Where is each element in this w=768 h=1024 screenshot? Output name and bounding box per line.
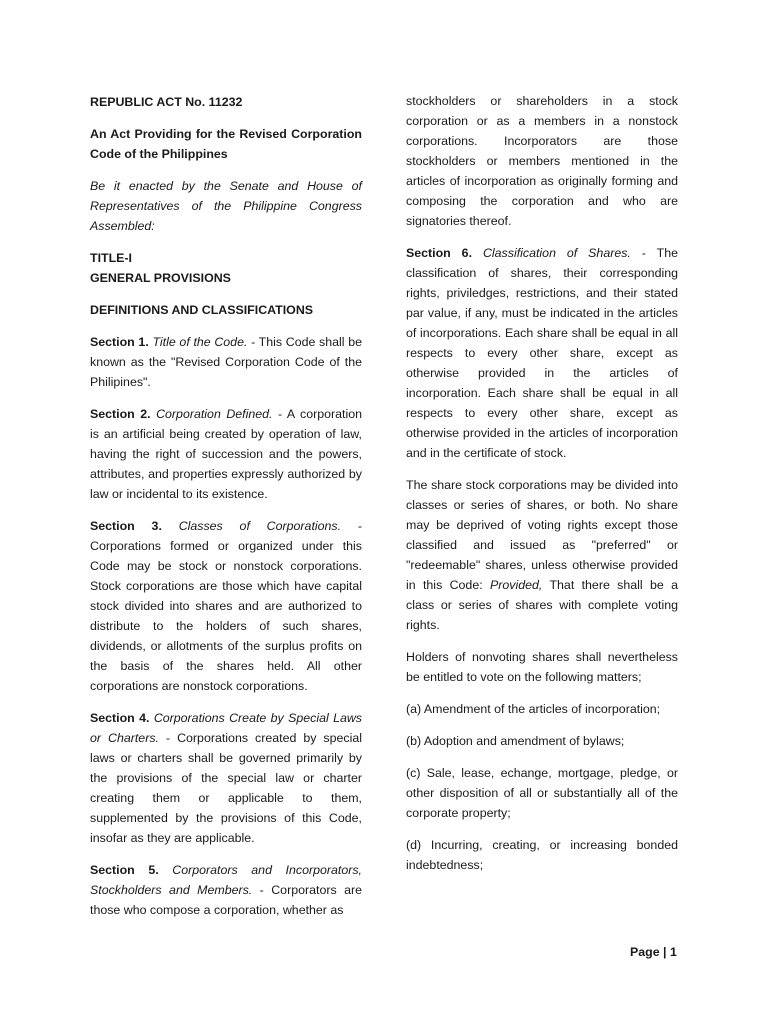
chapter-heading: DEFINITIONS AND CLASSIFICATIONS (90, 303, 314, 317)
list-item-a: (a) Amendment of the articles of incorporation; (406, 702, 661, 716)
act-number: REPUBLIC ACT No. 11232 (90, 95, 243, 109)
section-6-name: Classification of Shares. (482, 246, 631, 260)
list-item-b: (b) Adoption and amendment of bylaws; (406, 734, 625, 748)
section-6-body: The classification of shares, their corresponding rights, priviledges, restrictions, and their stated par value, if any, must be indicated in the articles of incorporations. Each share shall be equal in all respects to every other share, except as otherwise provided in the articles of incorporation. Each share shall be equal in all respects to every other share, except as otherwise provided in the articles of incorporation and in the certificate of stock. (406, 246, 679, 460)
title-name: GENERAL PROVISIONS (90, 271, 231, 285)
section-1-dash: - (247, 335, 259, 349)
enacting-clause: Be it enacted by the Senate and House of Representatives of the Philippine Congress Assembled: (90, 179, 362, 233)
section-3-head: Section 3. (90, 519, 162, 533)
provided-proviso: Provided, (490, 578, 543, 592)
section-5-head: Section 5. (90, 863, 159, 877)
section-4-body: Corporations created by special laws or charters shall be governed primarily by the provisions of the special law or charter creating them or applicable to them, supplemented by the provisions of this Code, insofar as they are applicable. (90, 731, 362, 845)
section-2-body: A corporation is an artificial being created by operation of law, having the right of succession and the powers, attributes, and properties expressly authorized by law or incidental to its existence. (90, 407, 362, 501)
share-classes-text-a: The share stock corporations may be divided into classes or series of shares, or both. No share may be deprived of voting rights except those classified and issued as "preferred" or "redeemable" shares, unless otherwise provided in this Code: (406, 478, 678, 592)
page-number: Page | 1 (630, 945, 677, 959)
section-4-head: Section 4. (90, 711, 150, 725)
share-classes-paragraph (406, 475, 678, 635)
share-classes-text-b: That there shall be a class or series of shares with complete voting rights. (406, 578, 678, 632)
section-1-name: Title of the Code. (152, 335, 248, 349)
section-5-body: Corporators are those who compose a corporation, whether as (90, 883, 362, 917)
section-1-body: This Code shall be known as the "Revised Corporation Code of the Philipines". (90, 335, 362, 389)
left-column (90, 92, 362, 932)
nonvoting-holders-paragraph: Holders of nonvoting shares shall nevertheless be entitled to vote on the following matters; (406, 650, 678, 684)
section-3-name: Classes of Corporations. (178, 519, 342, 533)
title-label: TITLE-I (90, 251, 132, 265)
act-title: An Act Providing for the Revised Corporation Code of the Philippines (90, 127, 362, 161)
section-6-head: Section 6. (406, 246, 473, 260)
section-5-name: Corporators and Incorporators, Stockholders and Members. (90, 863, 362, 897)
section-3-dash: - (341, 519, 362, 533)
section-5 (90, 860, 362, 920)
section-6-dash: - (630, 246, 657, 260)
section-5-dash: - (252, 883, 272, 897)
section-3-body: Corporations formed or organized under this Code may be stock or nonstock corporations. Stock corporations are those which have capital stock divided into shares and are authorized to distribute to the holders of such shares, dividends, or allotments of the surplus profits on the basis of the shares held. All other corporations are nonstock corporations. (90, 539, 362, 693)
section-2-dash: - (272, 407, 287, 421)
section-4 (90, 708, 362, 848)
title-heading (90, 248, 362, 288)
list-item-c: (c) Sale, lease, echange, mortgage, pledge, or other disposition of all or substantially all of the corporate property; (406, 766, 678, 820)
section-6 (406, 243, 678, 463)
section-2 (90, 404, 362, 504)
section-3 (90, 516, 362, 696)
section-4-name: Corporations Create by Special Laws or Charters. (90, 711, 362, 745)
list-item-d: (d) Incurring, creating, or increasing bonded indebtedness; (406, 838, 678, 872)
section-1-head: Section 1. (90, 335, 149, 349)
section-4-dash: - (158, 731, 178, 745)
section-5-continued: stockholders or shareholders in a stock corporation or as a members in a nonstock corporations. Incorporators are those stockholders or members mentioned in the articles of incorporation as originally forming and composing the corporation and who are signatories thereof. (406, 94, 678, 228)
section-1 (90, 332, 362, 392)
section-2-name: Corporation Defined. (156, 407, 273, 421)
section-2-head: Section 2. (90, 407, 151, 421)
right-column (406, 91, 678, 887)
